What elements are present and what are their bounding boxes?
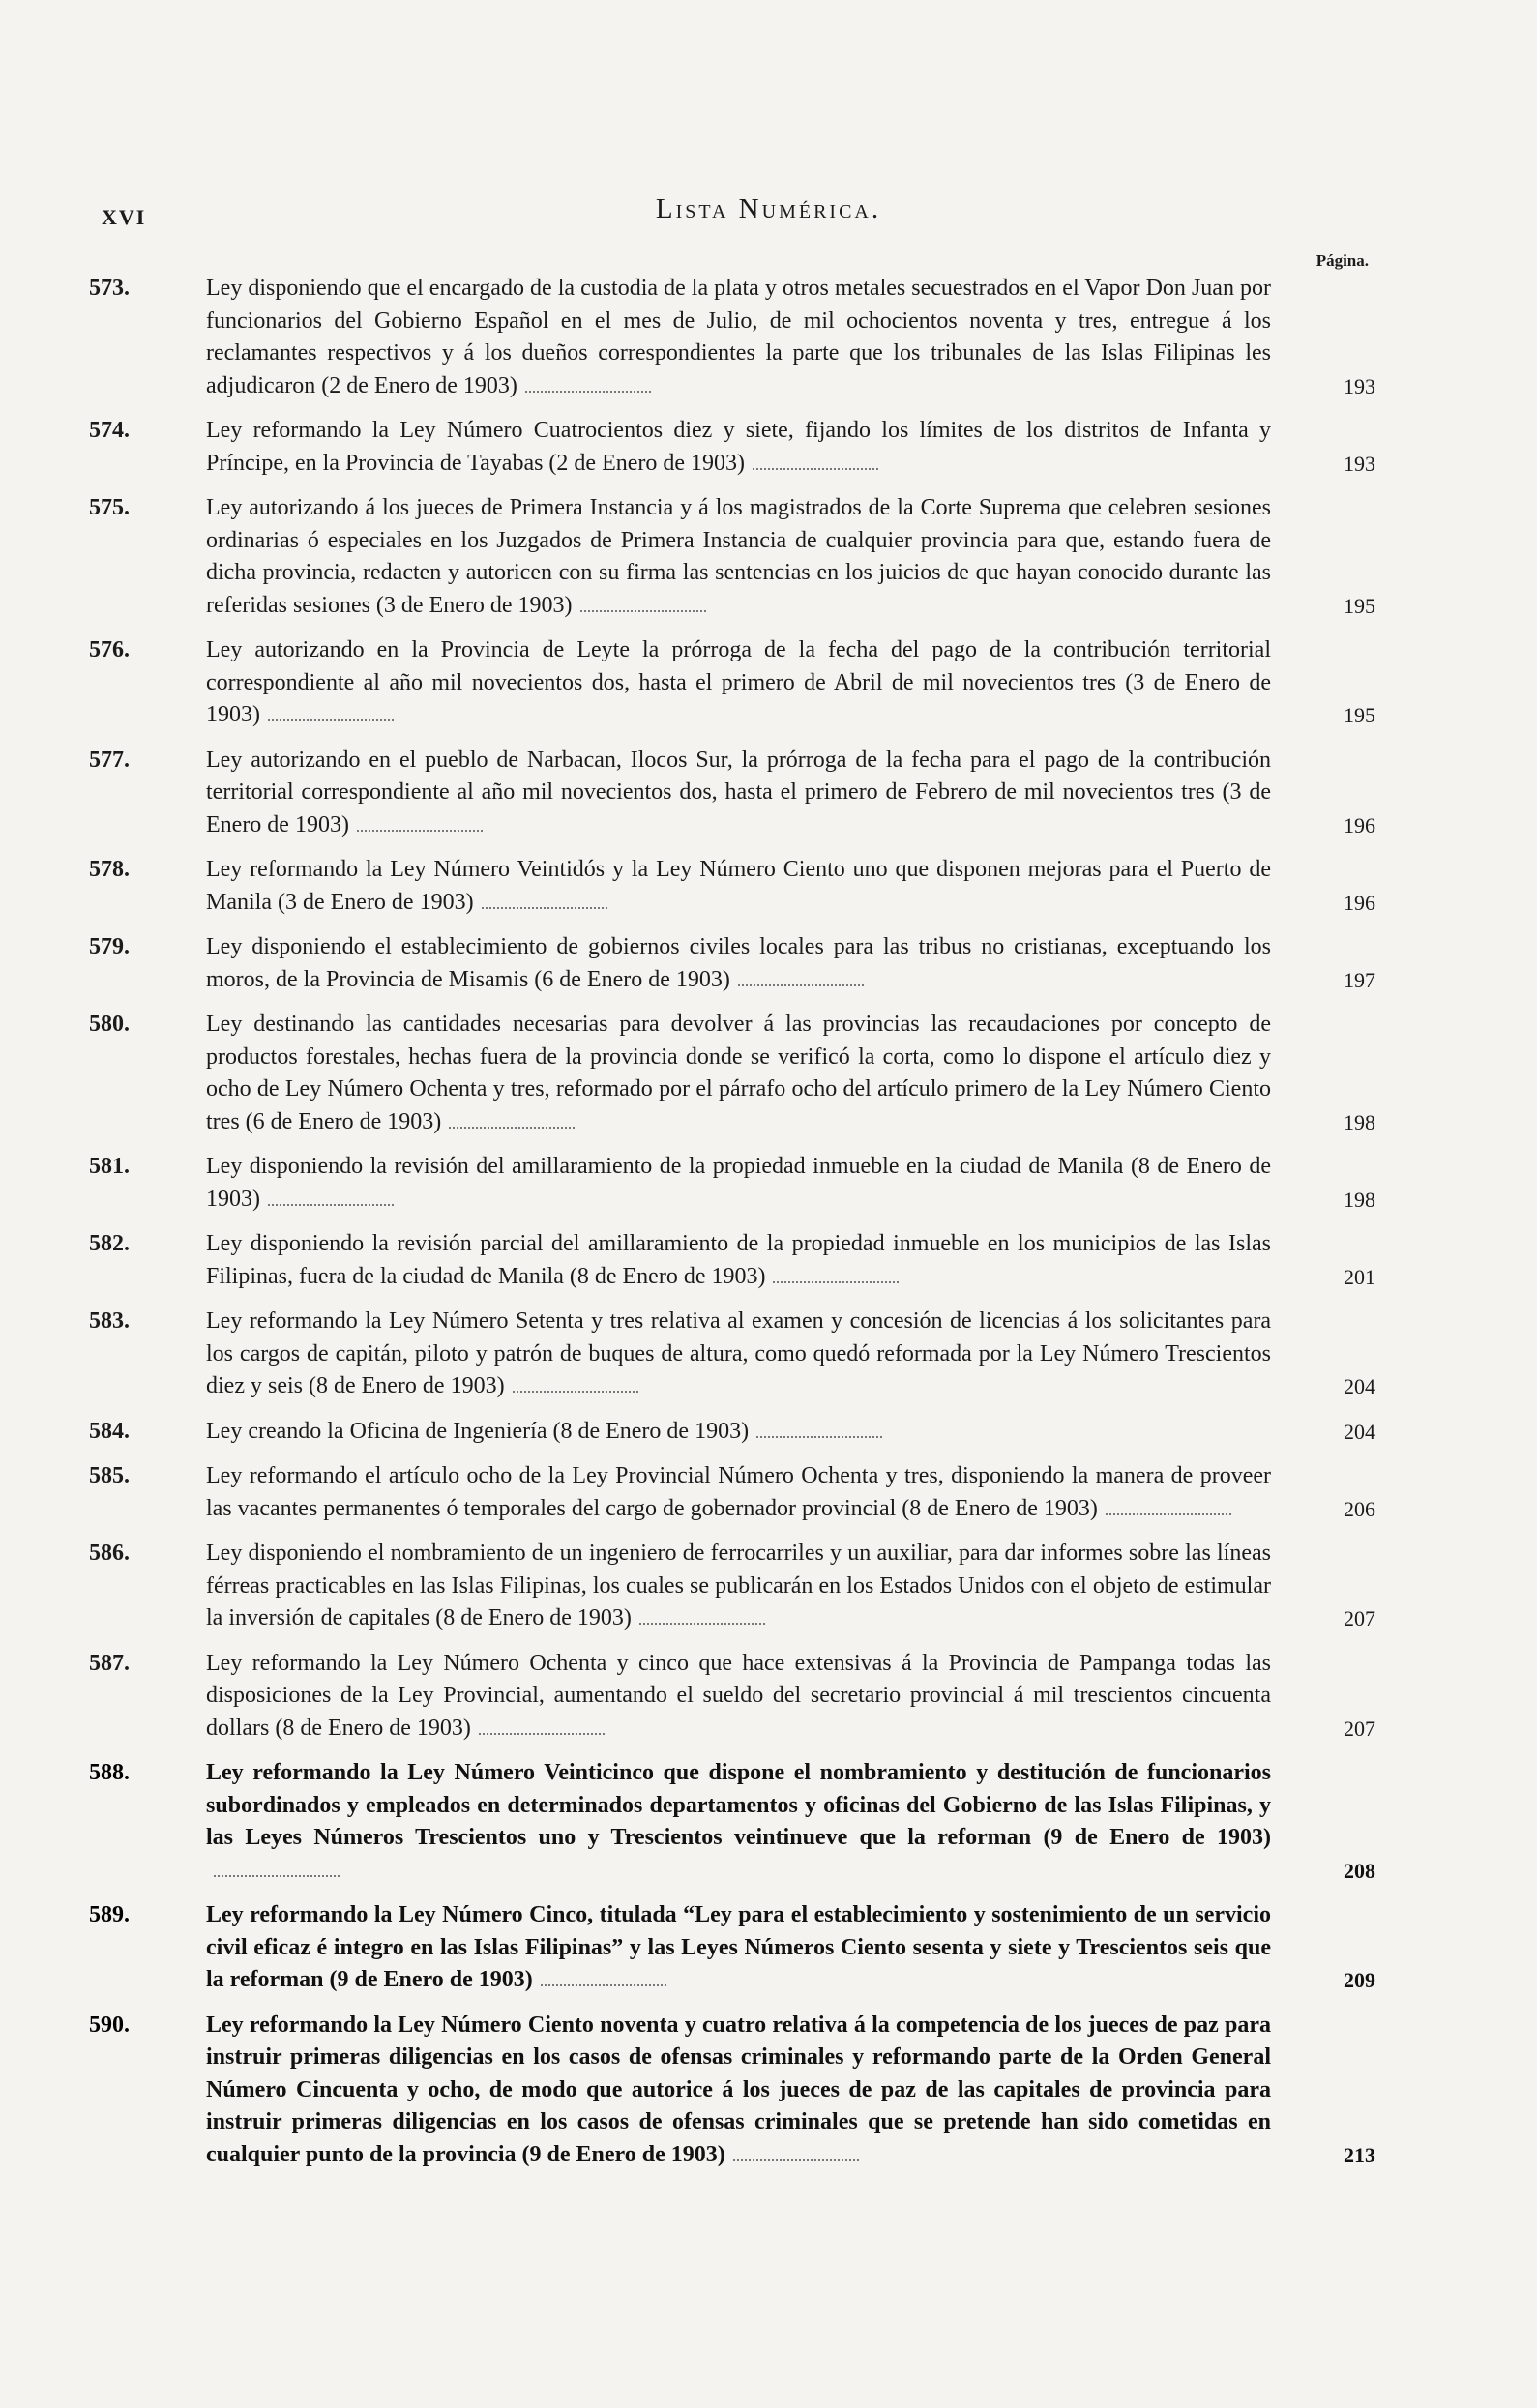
entry-text: Ley reformando la Ley Número Cuatrocientos diez y siete, fijando los límites de los distritos de Infanta y Príncipe, en la Provincia de Tayabas (2 de Enero de 1903) xyxy=(206,418,1271,476)
entry-list xyxy=(89,273,1375,2184)
list-item xyxy=(89,1009,1375,1138)
list-item xyxy=(89,273,1375,402)
leader-dots xyxy=(738,971,864,986)
entry-number: 576. xyxy=(89,637,130,662)
leader-dots xyxy=(479,1719,605,1735)
list-item xyxy=(89,1228,1375,1293)
list-item xyxy=(89,1306,1375,1403)
entry-number: 577. xyxy=(89,747,130,773)
entry-text: Ley disponiendo el establecimiento de gobiernos civiles locales para las tribus no cristianas, exceptuando los moros, de la Provincia de Misamis (6 de Enero de 1903) xyxy=(206,934,1271,992)
entry-number: 588. xyxy=(89,1760,130,1785)
entry-number: 573. xyxy=(89,276,130,301)
list-item xyxy=(89,1538,1375,1635)
entry-number: 578. xyxy=(89,857,130,882)
entry-text: Ley disponiendo la revisión parcial del amillaramiento de la propiedad inmueble en los municipios de las Islas Filipinas, fuera de la ciudad de Manila (8 de Enero de 1903) xyxy=(206,1231,1271,1289)
page-number: XVI xyxy=(102,205,147,229)
leader-dots xyxy=(639,1609,765,1625)
entry-page: 207 xyxy=(1344,1606,1375,1630)
entry-number: 581. xyxy=(89,1154,130,1179)
list-item xyxy=(89,2010,1375,2172)
entry-page: 204 xyxy=(1344,1374,1375,1398)
leader-dots xyxy=(773,1268,899,1283)
entry-text: Ley reformando la Ley Número Veinticinco que dispone el nombramiento y destitución de funcionarios subordinados y empleados en determinados departamentos y oficinas del Gobierno de las Islas Filipinas, y las Leyes Números Trescientos uno y Trescientos veintinueve que la reforman (9 de Enero de 1903) xyxy=(206,1760,1271,1850)
leader-dots xyxy=(357,816,483,832)
entry-number: 585. xyxy=(89,1463,130,1488)
entry-text: Ley reformando la Ley Número Ochenta y cinco que hace extensivas á la Provincia de Pampanga todas las disposiciones de la Ley Provincial, aumentando el sueldo del secretario provincial á mil trescientos cincuenta dollars (8 de Enero de 1903) xyxy=(206,1650,1271,1741)
entry-number: 575. xyxy=(89,495,130,520)
leader-dots xyxy=(753,455,878,470)
leader-dots xyxy=(268,706,394,721)
entry-page: 196 xyxy=(1344,890,1375,915)
entry-text: Ley reformando la Ley Número Setenta y tres relativa al examen y concesión de licencias á los solicitantes para los cargos de capitán, piloto y patrón de buques de altura, como quedó reformada por la Ley Número Trescientos diez y seis (8 de Enero de 1903) xyxy=(206,1308,1271,1398)
entry-number: 582. xyxy=(89,1231,130,1256)
entry-text: Ley autorizando en el pueblo de Narbacan, Ilocos Sur, la prórroga de la fecha para el pago de la contribución territorial correspondiente al año mil novecientos dos, hasta el primero de Febrero de mil novecientos tres (3 de Enero de 1903) xyxy=(206,747,1271,837)
page-column-label: Página. xyxy=(1315,251,1369,270)
entry-page: 195 xyxy=(1344,593,1375,618)
leader-dots xyxy=(214,1862,340,1877)
entry-page: 198 xyxy=(1344,1109,1375,1134)
leader-dots xyxy=(733,2146,859,2161)
leader-dots xyxy=(580,597,706,612)
entry-number: 589. xyxy=(89,1902,130,1927)
list-item xyxy=(89,634,1375,732)
entry-number: 583. xyxy=(89,1308,130,1334)
entry-number: 586. xyxy=(89,1541,130,1566)
entry-number: 580. xyxy=(89,1012,130,1037)
entry-page: 196 xyxy=(1344,812,1375,837)
leader-dots xyxy=(525,377,651,393)
entry-page: 208 xyxy=(1344,1858,1375,1883)
list-item xyxy=(89,1757,1375,1887)
entry-page: 206 xyxy=(1344,1496,1375,1521)
entry-page: 209 xyxy=(1344,1968,1375,1992)
entry-text: Ley disponiendo el nombramiento de un ingeniero de ferrocarriles y un auxiliar, para dar informes sobre las líneas férreas practicables en las Islas Filipinas, los cuales se publicarán en los Estados Unidos con el objeto de estimular la inversión de capitales (8 de Enero de 1903) xyxy=(206,1541,1271,1630)
list-item xyxy=(89,1899,1375,1997)
page-title: Lista Numérica. xyxy=(655,193,882,224)
list-item xyxy=(89,492,1375,622)
entry-page: 198 xyxy=(1344,1187,1375,1212)
leader-dots xyxy=(1106,1500,1231,1515)
leader-dots xyxy=(268,1190,394,1206)
entry-text: Ley reformando la Ley Número Veintidós y la Ley Número Ciento uno que disponen mejoras para el Puerto de Manila (3 de Enero de 1903) xyxy=(206,857,1271,915)
entry-text: Ley reformando la Ley Número Ciento noventa y cuatro relativa á la competencia de los jueces de paz para instruir primeras diligencias en los casos de ofensas criminales y reformando parte de la Orden General Número Cincuenta y ocho, de modo que autorice á los jueces de paz de las capitales de provincia para instruir primeras diligencias en los casos de ofensas criminales que se pretende han sido cometidas en cualquier punto de la provincia (9 de Enero de 1903) xyxy=(206,2012,1271,2167)
entry-page: 197 xyxy=(1344,967,1375,992)
entry-page: 193 xyxy=(1344,373,1375,398)
entry-number: 579. xyxy=(89,934,130,959)
leader-dots xyxy=(513,1377,638,1393)
list-item xyxy=(89,1151,1375,1216)
leader-dots xyxy=(449,1113,575,1129)
entry-text: Ley reformando el artículo ocho de la Ley Provincial Número Ochenta y tres, disponiendo la manera de proveer las vacantes permanentes ó temporales del cargo de gobernador provincial (8 de Enero de 1903) xyxy=(206,1463,1271,1521)
entry-page: 193 xyxy=(1344,451,1375,476)
entry-text: Ley autorizando á los jueces de Primera Instancia y á los magistrados de la Corte Suprema que celebren sesiones ordinarias ó especiales en los Juzgados de Primera Instancia de cualquier provincia para que, estando fuera de dicha provincia, redacten y autoricen con su firma las sentencias en los juicios de que hayan conocido durante las referidas sesiones (3 de Enero de 1903) xyxy=(206,495,1271,618)
list-item xyxy=(89,1648,1375,1746)
leader-dots xyxy=(482,894,607,909)
entry-page: 204 xyxy=(1344,1419,1375,1444)
entry-number: 590. xyxy=(89,2012,130,2038)
list-item xyxy=(89,1460,1375,1525)
entry-text: Ley reformando la Ley Número Cinco, titulada “Ley para el establecimiento y sostenimiento de un servicio civil eficaz é integro en las Islas Filipinas” y las Leyes Números Ciento sesenta y siete y Trescientos seis que la reforman (9 de Enero de 1903) xyxy=(206,1902,1271,1992)
entry-text: Ley autorizando en la Provincia de Leyte la prórroga de la fecha del pago de la contribución territorial correspondiente al año mil novecientos dos, hasta el primero de Abril de mil novecientos tres (3 de Enero de 1903) xyxy=(206,637,1271,727)
entry-page: 195 xyxy=(1344,703,1375,727)
entry-number: 587. xyxy=(89,1650,130,1676)
list-item xyxy=(89,1416,1375,1449)
leader-dots xyxy=(756,1423,882,1438)
entry-text: Ley disponiendo que el encargado de la custodia de la plata y otros metales secuestrados en el Vapor Don Juan por funcionarios del Gobierno Español en el mes de Julio, de mil ochocientos noventa y tres, entregue á los reclamantes respectivos y á los dueños correspondientes la parte que los tribunales de las Islas Filipinas les adjudicaron (2 de Enero de 1903) xyxy=(206,276,1271,398)
entry-text: Ley destinando las cantidades necesarias para devolver á las provincias las recaudaciones por concepto de productos forestales, hechas fuera de la provincia donde se verificó la corta, como lo dispone el artículo diez y ocho de Ley Número Ochenta y tres, reformado por el párrafo ocho del artículo primero de la Ley Número Ciento tres (6 de Enero de 1903) xyxy=(206,1012,1271,1134)
list-item xyxy=(89,854,1375,919)
entry-page: 207 xyxy=(1344,1716,1375,1741)
entry-number: 584. xyxy=(89,1418,130,1444)
leader-dots xyxy=(541,1971,666,1986)
entry-page: 201 xyxy=(1344,1264,1375,1289)
entry-page: 213 xyxy=(1344,2142,1375,2167)
list-item xyxy=(89,931,1375,996)
list-item xyxy=(89,415,1375,480)
list-item xyxy=(89,745,1375,842)
entry-number: 574. xyxy=(89,418,130,443)
entry-text: Ley disponiendo la revisión del amillaramiento de la propiedad inmueble en la ciudad de Manila (8 de Enero de 1903) xyxy=(206,1154,1271,1212)
entry-text: Ley creando la Oficina de Ingeniería (8 de Enero de 1903) xyxy=(206,1418,750,1444)
